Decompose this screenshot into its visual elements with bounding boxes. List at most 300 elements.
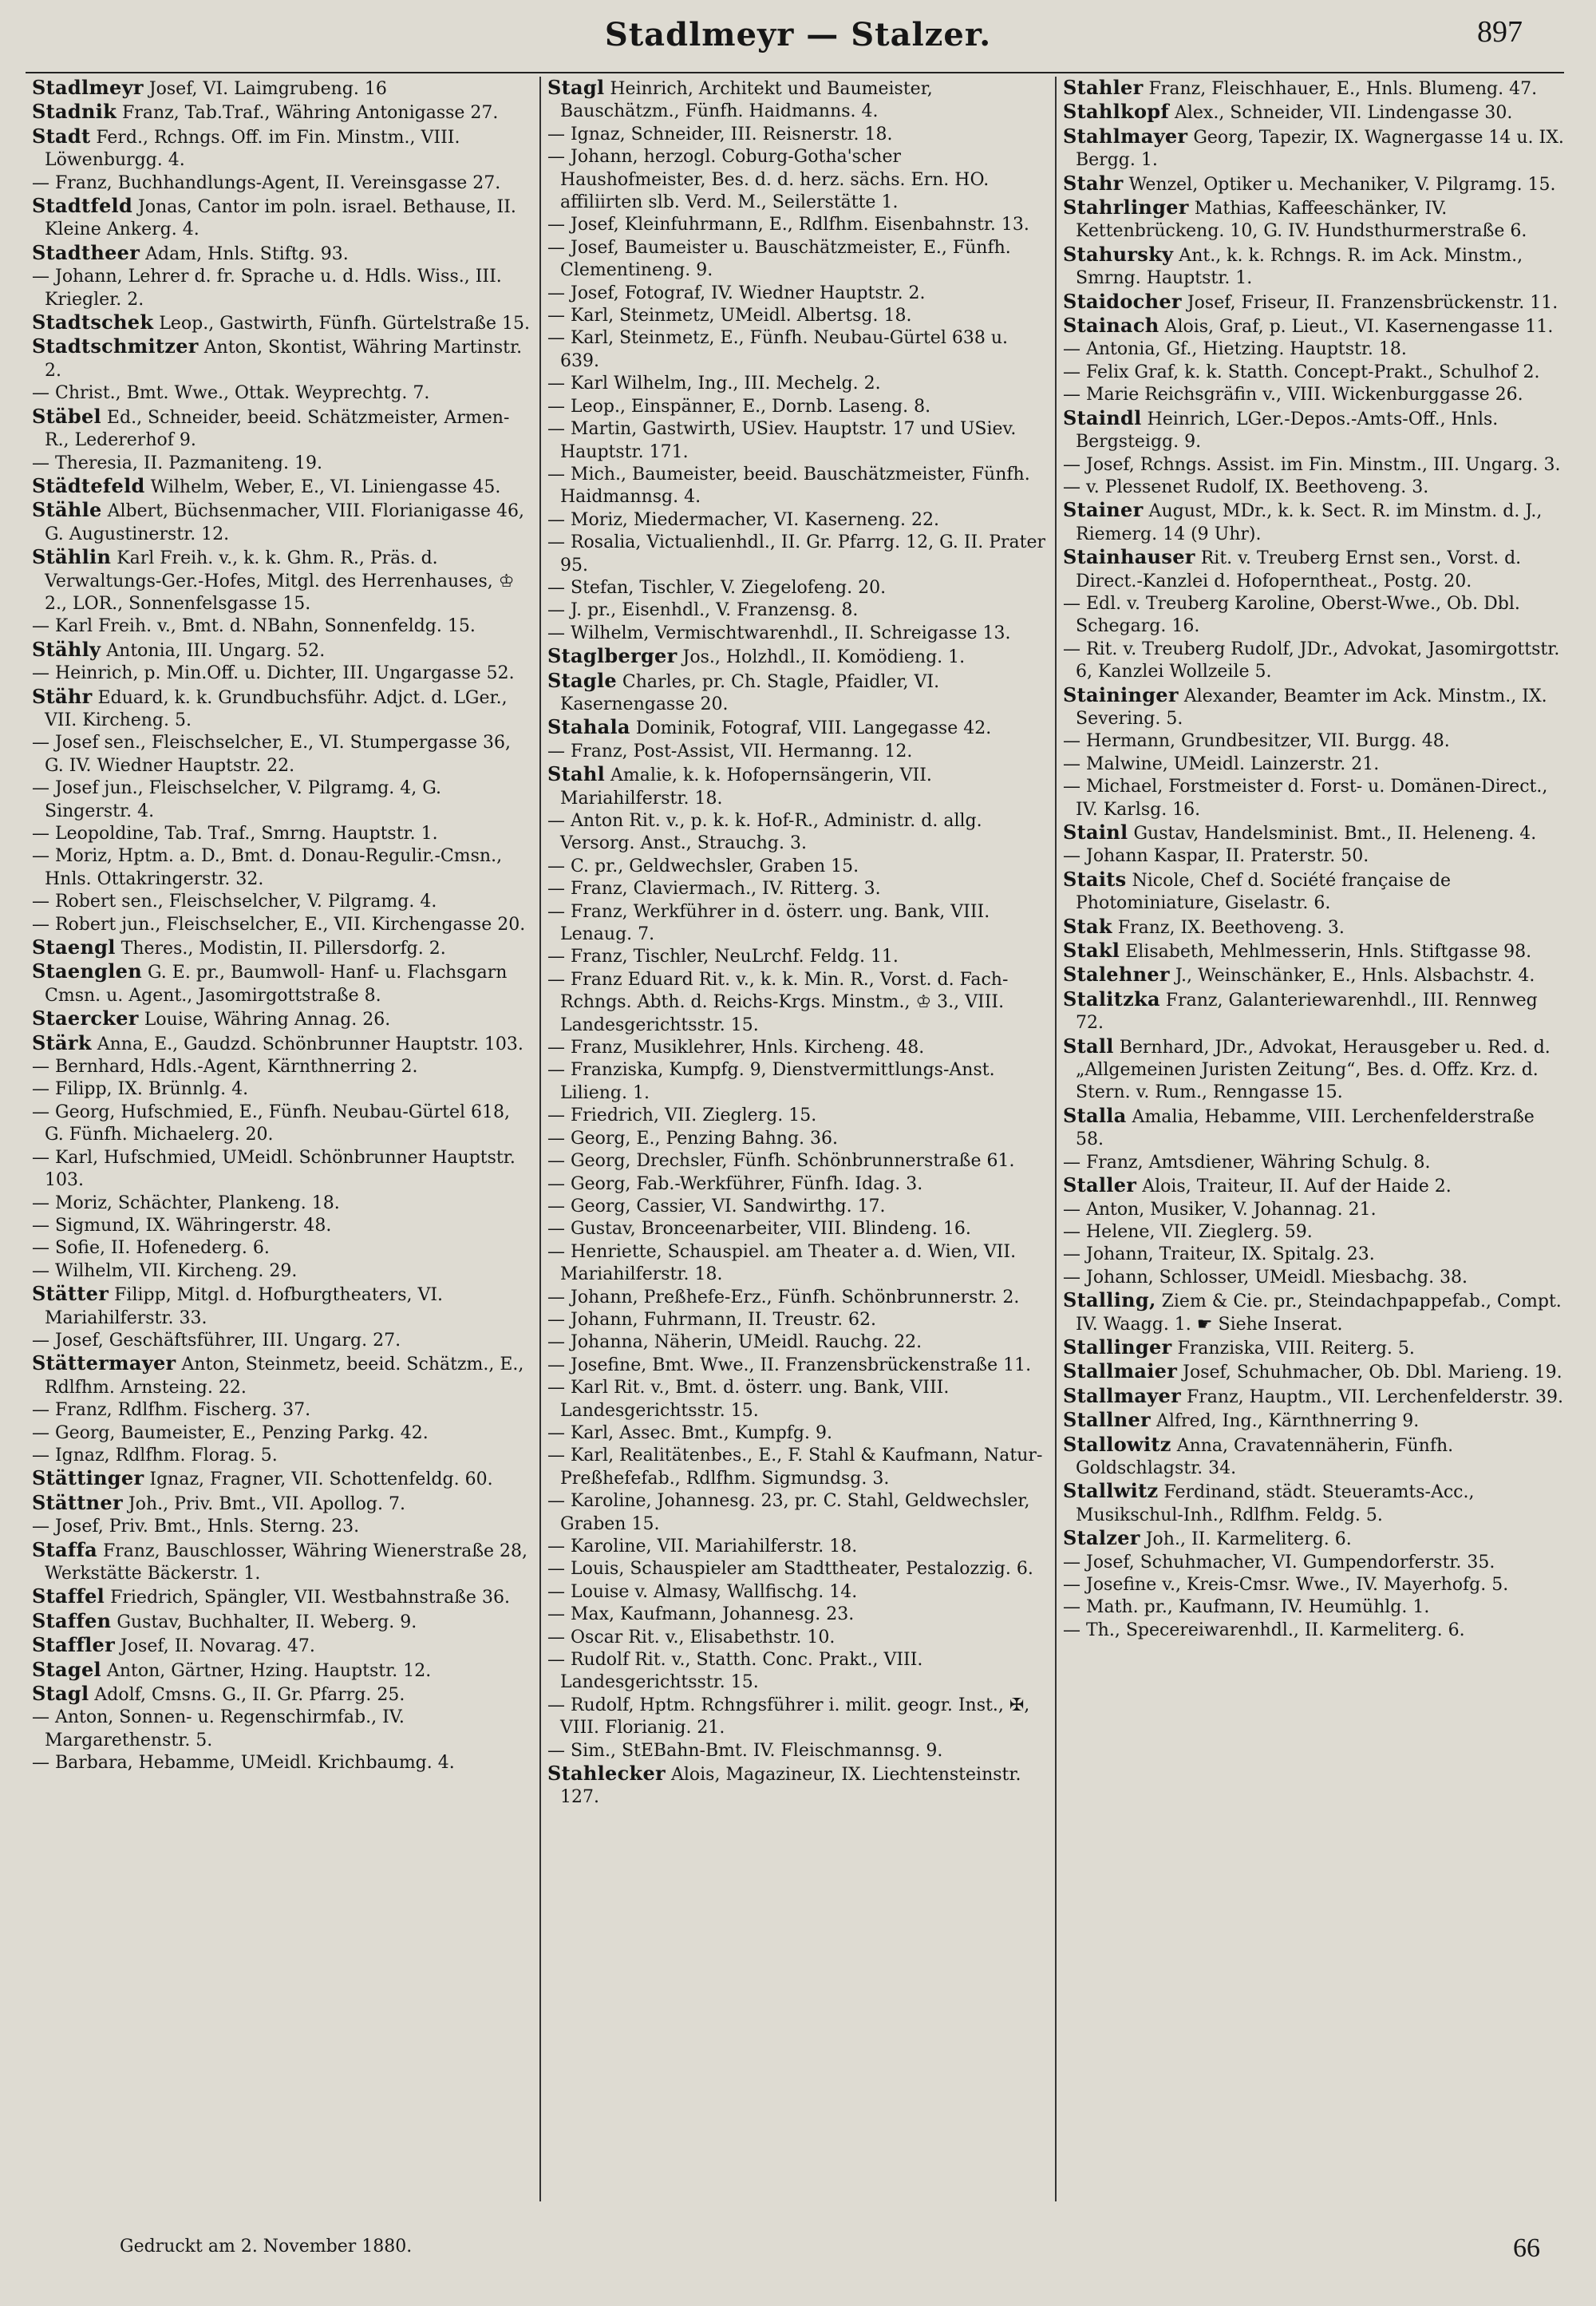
directory-entry xyxy=(1063,1385,1564,1409)
entry-details: Franz, Galanteriewarenhdl., III. Rennweg 72. xyxy=(1076,990,1538,1034)
directory-entry xyxy=(547,146,1049,214)
entry-details: Wenzel, Optiker u. Mechaniker, V. Pilgramg. 15. xyxy=(1123,174,1556,195)
directory-entry xyxy=(547,1627,1049,1649)
entry-details: — Anton Rit. v., p. k. k. Hof-R., Administr. d. allg. Versorg. Anst., Strauchg. 3. xyxy=(547,811,982,854)
entry-surname: Stärk xyxy=(32,1030,92,1054)
directory-entry xyxy=(547,1287,1049,1309)
entry-details: — Helene, VII. Zieglerg. 59. xyxy=(1063,1221,1313,1242)
directory-entry xyxy=(32,1467,533,1491)
directory-entry xyxy=(1063,1360,1564,1384)
entry-details: — Moriz, Schächter, Plankeng. 18. xyxy=(32,1193,340,1213)
directory-entry xyxy=(547,716,1049,740)
entry-details: — Josef, Rchngs. Assist. im Fin. Minstm., III. Ungarg. 3. xyxy=(1063,454,1561,475)
entry-surname: Stalla xyxy=(1063,1103,1127,1127)
directory-entry xyxy=(547,856,1049,878)
entry-details: — Johann, Schlosser, UMeidl. Miesbachg. 38. xyxy=(1063,1267,1468,1287)
entry-details: — Moriz, Miedermacher, VI. Kaserneng. 22. xyxy=(547,509,940,530)
entry-surname: Staininger xyxy=(1063,682,1179,706)
entry-details: Dominik, Fotograf, VIII. Langegasse 42. xyxy=(630,718,992,739)
entry-details: — Karl, Steinmetz, UMeidl. Albertsg. 18. xyxy=(547,306,912,326)
entry-surname: Staindl xyxy=(1063,405,1142,429)
entry-details: Adam, Hnls. Stiftg. 93. xyxy=(140,243,349,264)
entry-details: — Stefan, Tischler, V. Ziegelofeng. 20. xyxy=(547,577,887,598)
entry-details: — Georg, Baumeister, E., Penzing Parkg. 42. xyxy=(32,1422,429,1443)
directory-entry xyxy=(547,532,1049,577)
directory-entry xyxy=(1063,338,1564,361)
directory-entry xyxy=(1063,243,1564,291)
directory-entry xyxy=(1063,1289,1564,1336)
entry-surname: Stagel xyxy=(32,1657,101,1681)
entry-details: Filipp, Mitgl. d. Hofburgtheaters, VI. Mariahilferstr. 33. xyxy=(45,1285,444,1328)
entry-details: Ziem & Cie. pr., Steindachpappefab., Compt. IV. Waagg. 1. ☛ Siehe Inserat. xyxy=(1076,1291,1562,1335)
entry-details: Josef, Schuhmacher, Ob. Dbl. Marieng. 19. xyxy=(1177,1363,1562,1383)
directory-entry xyxy=(32,1683,533,1707)
entry-details: — Anton, Musiker, V. Johannag. 21. xyxy=(1063,1199,1377,1220)
directory-entry xyxy=(32,1056,533,1078)
directory-entry xyxy=(32,1539,533,1586)
directory-entry xyxy=(1063,1480,1564,1527)
entry-details: — Georg, E., Penzing Bahng. 36. xyxy=(547,1128,839,1149)
entry-surname: Stallner xyxy=(1063,1408,1151,1432)
directory-entry xyxy=(1063,196,1564,243)
entry-surname: Stainhauser xyxy=(1063,545,1195,569)
column-middle xyxy=(539,77,1055,2201)
entry-details: Friedrich, Spängler, VII. Westbahnstraße 36. xyxy=(105,1588,510,1608)
entry-details: — Karl Freih. v., Bmt. d. NBahn, Sonnenfeldg. 15. xyxy=(32,616,476,637)
directory-entry xyxy=(32,475,533,499)
directory-entry xyxy=(1063,1152,1564,1174)
entry-details: — Johann, Traiteur, IX. Spitalg. 23. xyxy=(1063,1244,1375,1265)
directory-entry xyxy=(32,1399,533,1422)
directory-entry xyxy=(32,891,533,913)
directory-entry xyxy=(32,1585,533,1609)
entry-surname: Stakl xyxy=(1063,939,1120,963)
entry-details: Leop., Gastwirth, Fünfh. Gürtelstraße 15. xyxy=(153,314,530,334)
entry-details: Jos., Holzhdl., II. Komödieng. 1. xyxy=(677,647,966,668)
entry-details: — Karl, Steinmetz, E., Fünfh. Neubau-Gürtel 638 u. 639. xyxy=(547,328,1008,371)
directory-entry xyxy=(1063,1434,1564,1481)
entry-details: — Karl, Hufschmied, UMeidl. Schönbrunner Hauptstr. 103. xyxy=(32,1147,516,1191)
directory-entry xyxy=(1063,477,1564,499)
entry-details: — Antonia, Gf., Hietzing. Hauptstr. 18. xyxy=(1063,339,1407,360)
entry-details: Mathias, Kaffeeschänker, IV. Kettenbrückeng. 10, G. IV. Hundsthurmerstraße 6. xyxy=(1076,199,1527,242)
entry-surname: Stallmaier xyxy=(1063,1359,1178,1383)
entry-details: Amalie, k. k. Hofopernsängerin, VII. Mariahilferstr. 18. xyxy=(560,765,932,809)
entry-surname: Stäbel xyxy=(32,404,101,428)
directory-entry xyxy=(1063,1105,1564,1152)
directory-entry xyxy=(547,741,1049,763)
directory-entry xyxy=(547,1490,1049,1536)
directory-entry xyxy=(1063,845,1564,868)
directory-entry xyxy=(32,1102,533,1147)
entry-surname: Stagl xyxy=(32,1682,89,1706)
entry-surname: Stalehner xyxy=(1063,963,1170,987)
directory-entry xyxy=(547,878,1049,900)
entry-details: — Franziska, Kumpfg. 9, Dienstvermittlungs-Anst. Lilieng. 1. xyxy=(547,1060,995,1103)
directory-entry xyxy=(1063,684,1564,731)
entry-surname: Staglberger xyxy=(547,644,678,668)
entry-details: Franziska, VIII. Reiterg. 5. xyxy=(1171,1338,1415,1359)
entry-details: — C. pr., Geldwechsler, Graben 15. xyxy=(547,856,859,876)
directory-entry xyxy=(1063,821,1564,845)
entry-details: Franz, Hauptm., VII. Lerchenfelderstr. 39. xyxy=(1181,1386,1563,1407)
directory-entry xyxy=(32,823,533,845)
directory-entry xyxy=(1063,499,1564,546)
entry-details: Nicole, Chef d. Société française de Photominiature, Giselastr. 6. xyxy=(1076,870,1451,914)
entry-details: — Josef jun., Fleischselcher, V. Pilgramg. 4, G. Singerstr. 4. xyxy=(32,778,442,821)
entry-details: — Georg, Hufschmied, E., Fünfh. Neubau-Gürtel 618, G. Fünfh. Michaelerg. 20. xyxy=(32,1102,510,1145)
entry-details: — Malwine, UMeidl. Lainzerstr. 21. xyxy=(1063,754,1380,774)
entry-details: Ferdinand, städt. Steueramts-Acc., Musikschul-Inh., Rdlfhm. Feldg. 5. xyxy=(1076,1482,1475,1525)
page-footer xyxy=(0,2227,1596,2275)
directory-entry xyxy=(547,464,1049,509)
entry-surname: Stallinger xyxy=(1063,1335,1172,1359)
entry-surname: Stall xyxy=(1063,1034,1114,1058)
entry-details: — Max, Kaufmann, Johannesg. 23. xyxy=(547,1604,855,1625)
entry-details: — Franz, Rdlfhm. Fischerg. 37. xyxy=(32,1400,311,1421)
entry-details: — Christ., Bmt. Wwe., Ottak. Weyprechtg. 7. xyxy=(32,383,430,404)
directory-entry xyxy=(32,453,533,475)
entry-details: Franz, Bauschlosser, Währing Wienerstraße 28, Werkstätte Bäckerstr. 1. xyxy=(45,1541,528,1584)
entry-details: Ignaz, Fragner, VII. Schottenfeldg. 60. xyxy=(144,1469,493,1490)
entry-surname: Staffel xyxy=(32,1584,105,1608)
entry-details: Alfred, Ing., Kärnthnerring 9. xyxy=(1150,1411,1420,1432)
entry-surname: Städtefeld xyxy=(32,473,145,497)
entry-surname: Stättermayer xyxy=(32,1351,176,1375)
directory-entry xyxy=(1063,1574,1564,1596)
directory-entry xyxy=(1063,1336,1564,1360)
entry-surname: Stagl xyxy=(547,77,605,99)
entry-details: — Leop., Einspänner, E., Dornb. Laseng. 8. xyxy=(547,396,931,417)
directory-entry xyxy=(32,1032,533,1056)
directory-entry xyxy=(1063,1199,1564,1221)
directory-entry xyxy=(547,305,1049,327)
entry-details: — Gustav, Bronceenarbeiter, VIII. Blindeng. 16. xyxy=(547,1219,971,1240)
directory-entry xyxy=(547,237,1049,283)
entry-details: — Sofie, II. Hofenederg. 6. xyxy=(32,1238,270,1259)
entry-surname: Stak xyxy=(1063,914,1112,938)
entry-details: Albert, Büchsenmacher, VIII. Florianigasse 46, G. Augustinerstr. 12. xyxy=(45,501,524,544)
entry-surname: Stadtfeld xyxy=(32,194,133,218)
entry-details: — Franz, Buchhandlungs-Agent, II. Vereinsgasse 27. xyxy=(32,172,501,193)
directory-entry xyxy=(1063,1174,1564,1198)
header-rule xyxy=(26,72,1564,73)
entry-surname: Stählin xyxy=(32,545,112,569)
entry-details: — Johann, Lehrer d. fr. Sprache u. d. Hdls. Wiss., III. Kriegler. 2. xyxy=(32,267,502,310)
entry-details: — Anton, Sonnen- u. Regenschirmfab., IV. Margarethenstr. 5. xyxy=(32,1707,405,1750)
entry-details: Amalia, Hebamme, VIII. Lerchenfelderstraße 58. xyxy=(1076,1106,1535,1150)
entry-details: — Franz Eduard Rit. v., k. k. Min. R., Vorst. d. Fach-Rchngs. Abth. d. Reichs-Krgs. Minstm., ♔ 3., VIII. Landesgerichtsstr. 15. xyxy=(547,969,1009,1035)
directory-entry xyxy=(1063,776,1564,821)
directory-entry xyxy=(32,1516,533,1538)
directory-entry xyxy=(32,639,533,663)
directory-entry xyxy=(1063,314,1564,338)
directory-entry xyxy=(1063,754,1564,776)
entry-details: Antonia, III. Ungarg. 52. xyxy=(101,640,326,661)
entry-details: — Georg, Drechsler, Fünfh. Schönbrunnerstraße 61. xyxy=(547,1151,1015,1172)
directory-entry xyxy=(32,1752,533,1774)
entry-surname: Stagle xyxy=(547,668,617,692)
directory-entry xyxy=(547,901,1049,947)
directory-entry xyxy=(32,77,533,101)
entry-details: — Josef, Kleinfuhrmann, E., Rdlfhm. Eisenbahnstr. 13. xyxy=(547,215,1029,235)
directory-entry xyxy=(1063,1596,1564,1619)
entry-surname: Staller xyxy=(1063,1173,1137,1197)
entry-details: — Franz, Amtsdiener, Währing Schulg. 8. xyxy=(1063,1152,1431,1173)
entry-details: — Filipp, IX. Brünnlg. 4. xyxy=(32,1079,249,1100)
directory-entry xyxy=(32,311,533,335)
entry-details: Franz, IX. Beethoveng. 3. xyxy=(1112,917,1345,938)
directory-entry xyxy=(1063,1035,1564,1105)
entry-details: Heinrich, Architekt und Baumeister, Bauschätzm., Fünfh. Haidmanns. 4. xyxy=(560,79,933,122)
directory-entry xyxy=(32,499,533,546)
directory-entry xyxy=(32,1352,533,1399)
entry-surname: Stadtschek xyxy=(32,310,154,334)
directory-entry xyxy=(1063,362,1564,384)
directory-entry xyxy=(32,1078,533,1101)
directory-entry xyxy=(547,1536,1049,1558)
directory-entry xyxy=(32,936,533,960)
entry-surname: Stadtheer xyxy=(32,240,140,264)
entry-details: — Johann, Preßhefe-Erz., Fünfh. Schönbrunnerstr. 2. xyxy=(547,1287,1020,1307)
directory-entry xyxy=(547,810,1049,856)
directory-entry xyxy=(1063,1527,1564,1551)
directory-entry xyxy=(547,1150,1049,1173)
directory-entry xyxy=(32,960,533,1007)
entry-details: Alexander, Beamter im Ack. Minstm., IX. Severing. 5. xyxy=(1076,686,1547,729)
directory-entry xyxy=(1063,1221,1564,1244)
entry-surname: Stähly xyxy=(32,637,101,661)
column-right xyxy=(1055,77,1570,2201)
entry-details: — Ignaz, Schneider, III. Reisnerstr. 18. xyxy=(547,124,893,144)
entry-details: — Louise v. Almasy, Wallfischg. 14. xyxy=(547,1581,858,1602)
directory-entry xyxy=(1063,1267,1564,1289)
entry-surname: Stättner xyxy=(32,1490,123,1514)
page-header xyxy=(0,11,1596,62)
directory-entry xyxy=(547,77,1049,124)
column-left xyxy=(26,77,539,2201)
entry-details: Franz, Fleischhauer, E., Hnls. Blumeng. 47. xyxy=(1143,79,1538,99)
directory-entry xyxy=(1063,1244,1564,1266)
entry-details: — Bernhard, Hdls.-Agent, Kärnthnerring 2. xyxy=(32,1057,418,1078)
directory-entry xyxy=(32,101,533,125)
entry-details: Karl Freih. v., k. k. Ghm. R., Präs. d. Verwaltungs-Ger.-Hofes, Mitgl. des Herrenhauses, ♔ 2., LOR., Sonnenfelsgasse 15. xyxy=(45,548,515,614)
entry-details: — Josef, Schuhmacher, VI. Gumpendorferstr. 35. xyxy=(1063,1552,1495,1572)
entry-surname: Stallwitz xyxy=(1063,1479,1159,1503)
directory-entry xyxy=(1063,963,1564,987)
entry-details: — Henriette, Schauspiel. am Theater a. d. Wien, VII. Mariahilferstr. 18. xyxy=(547,1241,1017,1285)
entry-surname: Stahler xyxy=(1063,77,1144,99)
directory-entry xyxy=(32,1193,533,1215)
entry-details: — Louis, Schauspieler am Stadttheater, Pestalozzig. 6. xyxy=(547,1559,1033,1580)
entry-details: August, MDr., k. k. Sect. R. im Minstm. d. J., Riemerg. 14 (9 Uhr). xyxy=(1076,501,1543,544)
entry-surname: Stahrlinger xyxy=(1063,196,1189,220)
entry-details: — Friedrich, VII. Zieglerg. 15. xyxy=(547,1106,817,1126)
directory-entry xyxy=(32,845,533,891)
directory-entry xyxy=(32,172,533,195)
entry-details: Ed., Schneider, beeid. Schätzmeister, Armen-R., Ledererhof 9. xyxy=(45,407,510,451)
entry-details: — J. pr., Eisenhdl., V. Franzensg. 8. xyxy=(547,600,859,621)
entry-details: Adolf, Cmsns. G., II. Gr. Pfarrg. 25. xyxy=(89,1685,405,1706)
directory-entry xyxy=(547,214,1049,236)
directory-entry xyxy=(1063,454,1564,477)
entry-details: — Johann Kaspar, II. Praterstr. 50. xyxy=(1063,846,1369,867)
entry-details: — Josef, Fotograf, IV. Wiedner Hauptstr. 2. xyxy=(547,283,926,303)
entry-details: — Ignaz, Rdlfhm. Florag. 5. xyxy=(32,1445,278,1465)
entry-details: — Franz, Post-Assist, VII. Hermanng. 12. xyxy=(547,741,913,761)
entry-details: Alois, Graf, p. Lieut., VI. Kasernengasse 11. xyxy=(1159,317,1554,338)
entry-surname: Stahr xyxy=(1063,171,1124,195)
entry-surname: Stahala xyxy=(547,715,630,739)
entry-details: Anton, Gärtner, Hzing. Hauptstr. 12. xyxy=(101,1660,432,1681)
directory-entry xyxy=(547,1218,1049,1240)
entry-details: — Wilhelm, Vermischtwarenhdl., II. Schreigasse 13. xyxy=(547,623,1011,643)
directory-entry xyxy=(32,382,533,405)
directory-entry xyxy=(32,914,533,936)
directory-entry xyxy=(32,1422,533,1445)
directory-entry xyxy=(32,777,533,823)
directory-entry xyxy=(1063,730,1564,753)
entry-surname: Stätter xyxy=(32,1282,109,1306)
print-date: Gedruckt am 2. November 1880. xyxy=(120,2237,413,2257)
directory-entry xyxy=(1063,125,1564,172)
directory-entry xyxy=(547,1105,1049,1127)
entry-details: — Josef, Priv. Bmt., Hnls. Sterng. 23. xyxy=(32,1517,360,1537)
directory-entry xyxy=(32,546,533,615)
entry-details: — Marie Reichsgräfin v., VIII. Wickenburggasse 26. xyxy=(1063,385,1523,405)
entry-surname: Stadtschmitzer xyxy=(32,334,199,358)
directory-entry xyxy=(547,670,1049,717)
entry-details: — Michael, Forstmeister d. Forst- u. Domänen-Direct., IV. Karlsg. 16. xyxy=(1063,777,1548,820)
entry-surname: Stalitzka xyxy=(1063,987,1160,1011)
directory-entry xyxy=(547,124,1049,146)
directory-entry xyxy=(547,645,1049,669)
entry-details: — Sigmund, IX. Währingerstr. 48. xyxy=(32,1215,332,1236)
directory-entry xyxy=(547,1695,1049,1740)
entry-details: — Math. pr., Kaufmann, IV. Heumühlg. 1. xyxy=(1063,1597,1430,1618)
entry-details: Franz, Tab.Traf., Währing Antonigasse 27. xyxy=(117,103,499,124)
entry-details: Jonas, Cantor im poln. israel. Bethause, II. Kleine Ankerg. 4. xyxy=(45,197,516,240)
entry-details: — Theresia, II. Pazmaniteng. 19. xyxy=(32,453,322,473)
entry-details: Alois, Magazineur, IX. Liechtensteinstr. 127. xyxy=(560,1765,1021,1808)
directory-entry xyxy=(32,686,533,733)
directory-entry xyxy=(547,1196,1049,1218)
entry-surname: Staercker xyxy=(32,1007,139,1030)
entry-details: — Felix Graf, k. k. Statth. Concept-Prakt., Schulhof 2. xyxy=(1063,362,1540,382)
directory-entry xyxy=(1063,291,1564,314)
directory-entry xyxy=(32,335,533,382)
entry-details: Louise, Währing Annag. 26. xyxy=(138,1010,391,1030)
directory-entry xyxy=(547,969,1049,1037)
entry-details: — Rudolf Rit. v., Statth. Conc. Prakt., VIII. Landesgerichtsstr. 15. xyxy=(547,1650,923,1693)
directory-entry xyxy=(1063,172,1564,196)
entry-details: — Oscar Rit. v., Elisabethstr. 10. xyxy=(547,1627,836,1647)
entry-details: — Mich., Baumeister, beeid. Bauschätzmeister, Fünfh. Haidmannsg. 4. xyxy=(547,464,1030,508)
entry-details: Anton, Skontist, Währing Martinstr. 2. xyxy=(45,338,523,381)
directory-entry xyxy=(547,1241,1049,1287)
directory-entry xyxy=(547,327,1049,373)
entry-details: — Georg, Cassier, VI. Sandwirthg. 17. xyxy=(547,1196,886,1216)
entry-details: Georg, Tapezir, IX. Wagnergasse 14 u. IX. Bergg. 1. xyxy=(1076,127,1564,171)
entry-surname: Stadnik xyxy=(32,100,117,124)
entry-details: Theres., Modistin, II. Pillersdorfg. 2. xyxy=(115,939,446,959)
directory-entry xyxy=(32,1215,533,1237)
entry-details: — Franz, Werkführer in d. österr. ung. Bank, VIII. Lenaug. 7. xyxy=(547,901,990,945)
entry-details: — Sim., StEBahn-Bmt. IV. Fleischmannsg. 9. xyxy=(547,1740,943,1761)
entry-details: Joh., Priv. Bmt., VII. Apollog. 7. xyxy=(122,1493,405,1514)
entry-details: — Wilhelm, VII. Kircheng. 29. xyxy=(32,1260,298,1281)
entry-surname: Staffen xyxy=(32,1608,112,1632)
entry-details: Bernhard, JDr., Advokat, Herausgeber u. Red. d. „Allgemeinen Juristen Zeitung“, Bes. d. Offz. Krz. d. Stern. v. Rum., Renngasse 15. xyxy=(1076,1037,1551,1103)
directory-entry xyxy=(32,1260,533,1283)
entry-details: Gustav, Handelsminist. Bmt., II. Heleneng. 4. xyxy=(1128,824,1537,844)
directory-entry xyxy=(32,1610,533,1634)
entry-details: — Karl Rit. v., Bmt. d. österr. ung. Bank, VIII. Landesgerichtsstr. 15. xyxy=(547,1378,950,1421)
directory-entry xyxy=(547,1740,1049,1762)
entry-details: Gustav, Buchhalter, II. Weberg. 9. xyxy=(111,1612,417,1632)
entry-details: — Martin, Gastwirth, USiev. Hauptstr. 17 und USiev. Hauptstr. 171. xyxy=(547,419,1017,462)
directory-entry xyxy=(547,1309,1049,1331)
entry-surname: Stainl xyxy=(1063,821,1128,844)
entry-surname: Stahlmayer xyxy=(1063,124,1188,148)
entry-details: — Josef sen., Fleischselcher, E., VI. Stumpergasse 36, G. IV. Wiedner Hauptstr. 22. xyxy=(32,733,511,776)
entry-details: G. E. pr., Baumwoll- Hanf- u. Flachsgarn Cmsn. u. Agent., Jasomirgottstraße 8. xyxy=(45,963,508,1006)
directory-entry xyxy=(32,125,533,172)
directory-entry xyxy=(547,763,1049,810)
entry-details: — v. Plessenet Rudolf, IX. Beethoveng. 3. xyxy=(1063,477,1429,497)
entry-details: — Karoline, VII. Mariahilferstr. 18. xyxy=(547,1537,858,1556)
directory-entry xyxy=(547,1037,1049,1059)
directory-entry xyxy=(1063,639,1564,684)
entry-details: — Josef, Geschäftsführer, III. Ungarg. 27. xyxy=(32,1330,401,1351)
entry-details: Joh., II. Karmeliterg. 6. xyxy=(1140,1529,1352,1550)
directory-entry xyxy=(547,1173,1049,1196)
directory-entry xyxy=(547,1445,1049,1490)
entry-surname: Stallowitz xyxy=(1063,1432,1171,1456)
entry-surname: Stahlecker xyxy=(547,1762,666,1786)
directory-entry xyxy=(32,663,533,685)
directory-entry xyxy=(32,1237,533,1260)
entry-details: — Josef, Baumeister u. Bauschätzmeister, E., Fünfh. Clementineng. 9. xyxy=(547,237,1011,281)
directory-entry xyxy=(547,599,1049,622)
entry-details: Rit. v. Treuberg Ernst sen., Vorst. d. Direct.-Kanzlei d. Hofoperntheat., Postg. 20. xyxy=(1076,548,1522,591)
directory-entry xyxy=(547,1059,1049,1105)
entry-surname: Stähle xyxy=(32,498,102,522)
directory-entry xyxy=(547,1377,1049,1422)
directory-entry xyxy=(547,577,1049,599)
directory-entry xyxy=(1063,1552,1564,1574)
directory-columns xyxy=(26,77,1570,2201)
directory-entry xyxy=(32,1634,533,1658)
directory-entry xyxy=(1063,407,1564,454)
directory-entry xyxy=(32,1147,533,1193)
entry-surname: Stahlkopf xyxy=(1063,100,1169,124)
entry-details: Eduard, k. k. Grundbuchsführ. Adjct. d. LGer., VII. Kircheng. 5. xyxy=(45,687,508,730)
signature-mark: 66 xyxy=(1513,2233,1540,2263)
entry-details: Alois, Traiteur, II. Auf der Haide 2. xyxy=(1136,1177,1452,1197)
entry-details: Charles, pr. Ch. Stagle, Pfaidler, VI. Kasernengasse 20. xyxy=(560,671,940,714)
directory-entry xyxy=(32,1007,533,1031)
entry-surname: Stalling, xyxy=(1063,1288,1156,1312)
directory-entry xyxy=(547,946,1049,968)
entry-details: Wilhelm, Weber, E., VI. Liniengasse 45. xyxy=(144,477,501,497)
directory-entry xyxy=(547,1649,1049,1695)
entry-details: Josef, Friseur, II. Franzensbrückenstr. 11. xyxy=(1181,292,1558,313)
entry-surname: Stadt xyxy=(32,124,91,148)
entry-surname: Staffler xyxy=(32,1633,116,1657)
entry-details: — Karl, Realitätenbes., E., F. Stahl & Kaufmann, Natur-Preßhefefab., Rdlfhm. Sigmundsg. 3. xyxy=(547,1446,1043,1489)
running-head: Stadlmeyr — Stalzer. xyxy=(604,16,992,53)
